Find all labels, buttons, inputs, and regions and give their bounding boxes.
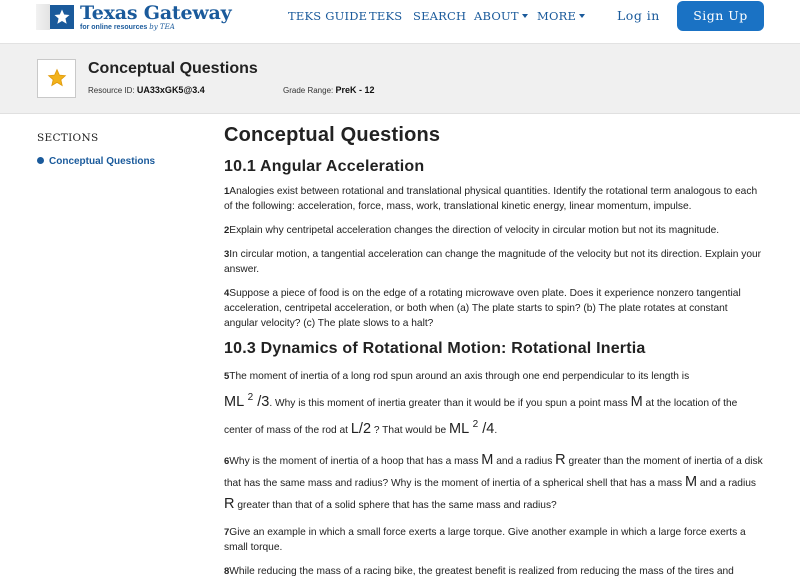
question-text: Give an example in which a small force exerts a large torque. Give another example in which a large force exerts a small torque. [224,527,746,553]
math-expression: M [684,474,698,490]
chevron-down-icon [522,14,528,18]
question-number: 2 [224,225,230,236]
question-text: greater than the moment of inertia of a disk that has the same mass and radius? Why is the moment of inertia of a spherical shell that has a mass [224,456,763,489]
question [224,184,764,214]
math-expression: L/2 [350,421,372,437]
resource-title: Conceptual Questions [88,60,258,77]
question-number: 4 [224,288,230,299]
sidebar-item-label: Conceptual Questions [49,156,156,167]
grade-range-label: Grade Range: [283,86,334,95]
math-term: ML [224,394,244,410]
question [224,223,764,238]
resource-id-label: Resource ID: [88,86,135,95]
sections-heading: SECTIONS [37,132,99,144]
star-icon [47,68,67,88]
logo-name: Texas Gateway [80,2,232,24]
math-expression [224,394,269,410]
question-text: . Why is this moment of inertia greater than it would be if you spun a point mass [269,398,628,409]
top-nav [0,0,800,44]
math-expression: R [555,452,566,468]
question [224,247,764,277]
sidebar-item-conceptual-questions[interactable] [37,156,155,167]
resource-id-value: UA33xGK5@3.4 [136,85,205,95]
nav-teks[interactable] [369,9,402,23]
question-text: . [494,425,498,436]
nav-label: TEKS GUIDE [288,9,368,23]
question [224,525,764,555]
question-text: The moment of inertia of a long rod spun around an axis through one end perpendicular to its length is [229,371,690,382]
logo-tagline-text: for online resources [80,24,148,31]
question-text: Explain why centripetal acceleration changes the direction of velocity in circular motion but not its magnitude. [229,225,720,236]
nav-about[interactable] [474,9,528,23]
logo-shadow [36,4,50,30]
resource-id [88,85,205,95]
nav-search[interactable] [413,9,466,23]
math-expression: M [481,452,494,468]
texas-gateway-logo[interactable] [50,2,230,32]
question-number: 1 [224,186,230,197]
question [224,286,764,331]
resource-header [0,44,800,114]
question [224,366,764,441]
question-text: greater than that of a solid sphere that has the same mass and radius? [237,500,557,511]
question-text: In circular motion, a tangential acceleration can change the magnitude of the velocity but not its direction. Explain your answer. [224,249,762,275]
nav-teks-guide[interactable] [288,9,367,23]
logo-tagline [80,23,175,31]
nav-label: ABOUT [474,9,519,23]
page-title: Conceptual Questions [224,124,441,146]
nav-label: MORE [537,9,577,23]
math-term: ML [449,421,469,437]
nav-label: TEKS [369,9,403,23]
section-heading: 10.1 Angular Acceleration [224,158,425,175]
math-superscript: 2 [247,392,254,403]
question-text: at the location of the center of mass of the rod at [224,398,738,436]
logo-tagline-by: by TEA [149,23,175,31]
question-text: Analogies exist between rotational and translational physical quantities. Identify the rotational term analogous to each of the following: acceleration, force, mass, work, translational kinetic energy, linear momentum, impulse. [224,186,758,212]
signup-button[interactable]: Sign Up [677,1,764,31]
main-content [224,124,764,588]
nav-more[interactable] [537,9,585,23]
question-text: Suppose a piece of food is on the edge of a rotating microwave oven plate. Does it experience nonzero tangential acceleration, centripetal acceleration, or both when (a) The plate starts to spin? (b) The plate rotates at constant angular velocity? (c) The plate slows to a halt? [224,288,741,329]
question-number: 5 [224,371,230,382]
bullet-icon [37,157,44,164]
section-heading: 10.3 Dynamics of Rotational Motion: Rotational Inertia [224,340,646,357]
grade-range [283,85,375,95]
question-text: and a radius [496,456,553,467]
star-badge-icon [50,5,74,29]
question-number: 3 [224,249,230,260]
question-text: While reducing the mass of a racing bike, the greatest benefit is realized from reducing the mass of the tires and [229,566,734,577]
question-number: 6 [224,456,230,467]
math-expression: R [224,496,235,512]
chevron-down-icon [579,14,585,18]
math-superscript: 2 [472,419,479,430]
nav-label: SEARCH [413,9,467,23]
favorite-button[interactable] [37,59,76,98]
login-link[interactable]: Log in [617,8,660,23]
math-expression [449,421,494,437]
question [224,450,764,516]
question [224,564,764,579]
question-number: 7 [224,527,230,538]
math-term: /3 [257,394,270,410]
question-number: 8 [224,566,230,577]
question-text: and a radius [699,478,756,489]
math-expression: M [630,394,643,410]
grade-range-value: PreK - 12 [335,85,375,95]
math-term: /4 [482,421,495,437]
question-text: Why is the moment of inertia of a hoop that has a mass [229,456,479,467]
question-text: ? That would be [373,425,447,436]
